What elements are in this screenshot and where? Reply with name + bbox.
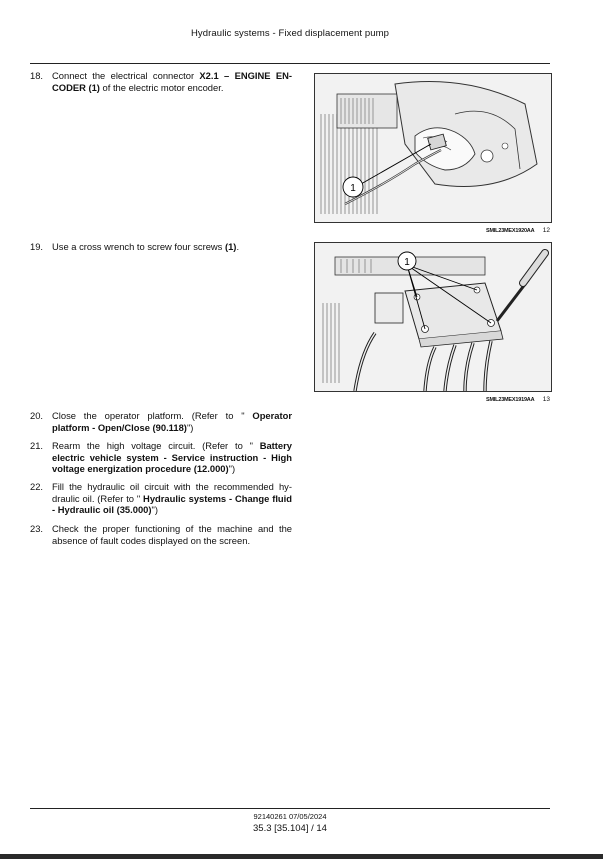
step-20 <box>30 410 292 433</box>
step-text-bold: Hydraulic systems - Change fluid - Hydraulic oil (35.000) <box>52 492 292 516</box>
step-text-part: ") <box>186 421 194 433</box>
step-text <box>52 481 292 516</box>
step-text <box>52 70 292 93</box>
step-text: Check the proper functioning of the machine and the absence of fault codes displayed on the screen. <box>52 523 292 546</box>
figure-code: SMIL23MEX1920AA <box>486 228 535 234</box>
footer-page-number: 35.3 [35.104] / 14 <box>253 823 327 834</box>
step-number: 21. <box>30 440 44 451</box>
page-header: Hydraulic systems - Fixed displacement pump <box>190 28 390 39</box>
figure-number: 13 <box>542 396 550 403</box>
header-rule <box>30 63 550 64</box>
step-text-part: ") <box>151 504 158 516</box>
step-18 <box>30 70 292 93</box>
step-19 <box>30 241 292 253</box>
step-text-bold: Operator platform - Open/Close (90.118) <box>52 410 292 433</box>
step-text-part: Use a cross wrench to screw four screws <box>52 241 225 252</box>
step-text-part: Close the operator platform. (Refer to " <box>52 410 253 421</box>
step-23 <box>30 523 292 546</box>
step-number: 20. <box>30 410 44 421</box>
footer-document-id: 92140261 07/05/2024 <box>253 812 327 821</box>
step-number: 19. <box>30 241 44 252</box>
step-text-part: . <box>236 241 240 252</box>
figure-13-illustration <box>314 242 552 392</box>
step-21 <box>30 440 292 475</box>
figure-12-illustration <box>314 73 552 223</box>
step-number: 18. <box>30 70 44 81</box>
step-text-bold: Battery electric vehicle system - Service instruction - High voltage energization procedure (12.000) <box>52 440 292 475</box>
figure-12-callout: 1 <box>350 183 356 194</box>
step-text <box>52 440 292 475</box>
step-text <box>52 410 292 433</box>
step-text-bold: (1) <box>224 241 237 252</box>
step-text-part: ") <box>228 463 236 475</box>
footer-rule <box>30 808 550 809</box>
page-bottom-edge <box>0 854 603 859</box>
step-text-part: Connect the electrical connector <box>52 70 200 81</box>
figure-13-callout: 1 <box>404 257 410 268</box>
step-22 <box>30 481 292 516</box>
step-text-part: Fill the hydraulic oil circuit with the recommended hy-draulic oil. (Refer to " <box>52 481 292 504</box>
step-text <box>52 241 292 253</box>
step-text-part: of the electric motor encoder. <box>99 81 224 93</box>
figure-number: 12 <box>542 227 550 234</box>
step-text-bold: X2.1 – ENGINE EN-CODER (1) <box>52 70 292 93</box>
step-text-part: Rearm the high voltage circuit. (Refer to " <box>52 440 260 451</box>
step-number: 23. <box>30 523 44 534</box>
figure-code: SMIL23MEX1919AA <box>486 397 535 403</box>
step-number: 22. <box>30 481 44 492</box>
